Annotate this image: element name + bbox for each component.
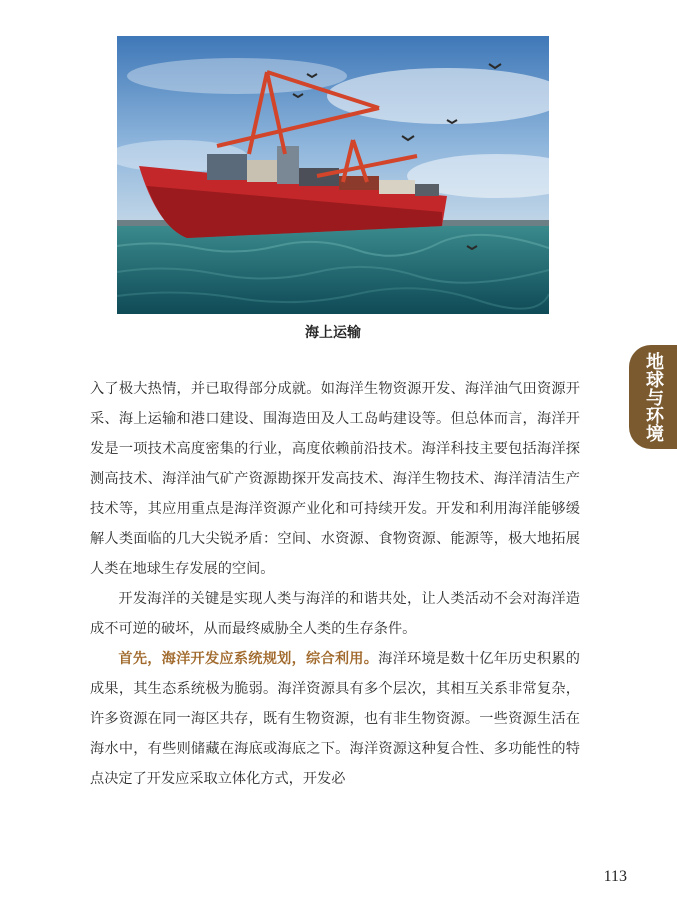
chapter-tab-label: 地球与环境 <box>643 352 664 442</box>
paragraph-3-highlight: 首先，海洋开发应系统规划，综合利用。 <box>118 651 379 667</box>
cargo-ship-photo <box>117 36 549 314</box>
body-text <box>90 374 580 794</box>
paragraph-3-rest: 海洋环境是数十亿年历史积累的成果，其生态系统极为脆弱。海洋资源具有多个层次，其相互关系非常复杂，许多资源在同一海区共存，既有生物资源，也有非生物资源。一些资源生活在海水中，有些则储藏在海底或海底之下。海洋资源这种复合性、多功能性的特点决定了开发应采取立体化方式，开发必 <box>90 651 580 787</box>
paragraph-3 <box>90 644 580 794</box>
page-number: 113 <box>603 868 627 885</box>
paragraph-1: 入了极大热情，并已取得部分成就。如海洋生物资源开发、海洋油气田资源开采、海上运输和港口建设、围海造田及人工岛屿建设等。但总体而言，海洋开发是一项技术高度密集的行业，高度依赖前沿技术。海洋科技主要包括海洋探测高技术、海洋油气矿产资源勘探开发高技术、海洋生物技术、海洋清洁生产技术等，其应用重点是海洋资源产业化和可持续开发。开发和利用海洋能够缓解人类面临的几大尖锐矛盾：空间、水资源、食物资源、能源等，极大地拓展人类在地球生存发展的空间。 <box>90 381 580 577</box>
chapter-side-tab <box>629 345 677 449</box>
paragraph-2: 开发海洋的关键是实现人类与海洋的和谐共处，让人类活动不会对海洋造成不可逆的破坏，从而最终威胁全人类的生存条件。 <box>90 591 580 637</box>
photo-caption: 海上运输 <box>305 325 361 341</box>
